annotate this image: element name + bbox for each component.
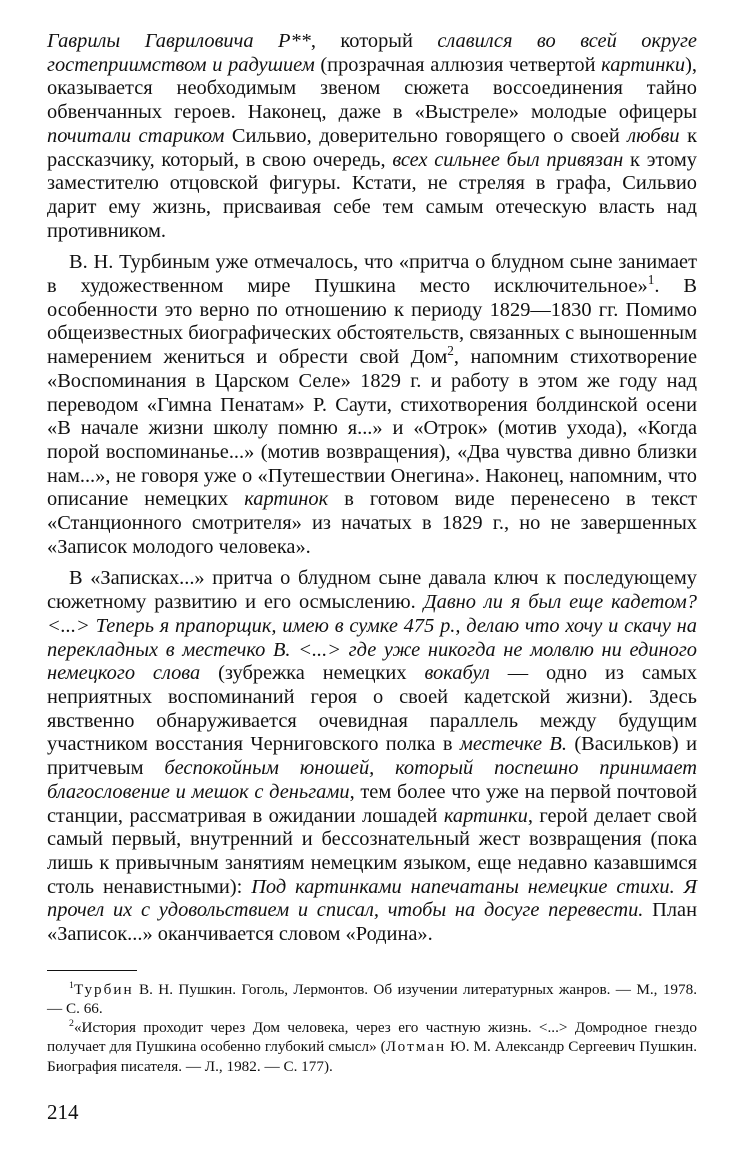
text-run: (прозрачная аллюзия четвертой	[314, 53, 602, 76]
italic-text: Давно ли я был еще кадетом? <...> Теперь я прапорщик, имею в сумке 475 р., делаю что хочу и скачу на перекладных в местечко В. <...> где уже никогда не молвлю ни единого немецкого слова	[47, 591, 698, 685]
text-run: Сильвио, доверительно говорящего о своей	[224, 124, 628, 147]
text-run: Турбин	[73, 980, 134, 998]
italic-text: картинки	[601, 53, 686, 76]
text-run: Ю. М. Александр Сергеевич Пушкин. Биография писателя. — Л., 1982. — С. 177).	[47, 1038, 697, 1075]
italic-text: славился во всей округе гостеприимством и радушием	[47, 30, 697, 76]
paragraph-3	[47, 567, 697, 946]
footnote-2	[47, 1018, 697, 1076]
text-run: — одно из самых неприятных воспоминаний героя о своей кадетской жизни). Здесь явственно обнаруживается очевидная параллель между будущим участником восстания Черниговского полка в	[47, 662, 697, 756]
footnote-ref: 2	[447, 343, 454, 359]
footnote-1	[47, 980, 697, 1018]
italic-text: вокабул	[424, 662, 490, 685]
italic-text: местечке В.	[459, 733, 567, 756]
italic-text: картинок	[244, 488, 329, 511]
text-run: , напомним стихотворение «Воспоминания в Царском Селе» 1829 г. и работу в этом же году над переводом «Гимна Пенатам» Р. Саути, стихотворения болдинской осени «В начале жизни школу помню я...» и «Отрок» (мотив ухода), «Когда порой воспоминанье...» (мотив возвращения), «Два чувства дивно близки нам...», не говоря уже о «Путешествии Онегина». Наконец, напомним, что описание немецких	[47, 346, 697, 511]
italic-text: картинки	[443, 804, 528, 827]
italic-text: Гаврилы Гавриловича Р**	[47, 30, 311, 52]
text-run: в готовом виде перенесено в текст «Станционного смотрителя» из начатых в 1829 г., но не завершенных «Записок молодого человека».	[47, 488, 697, 558]
footnote-ref: 1	[69, 979, 74, 991]
paragraph-1	[47, 30, 697, 243]
italic-text: беспокойным юношей, который поспешно принимает благословение и мешок с деньгами	[47, 757, 697, 803]
text-run: , герой делает свой самый первый, внутренний и бессознательный жест возвращения (пока лишь к привычным занятиям немецким языком, еще недавно казавшимся столь ненавистными):	[47, 804, 697, 898]
text-run: План «Записок...» оканчивается словом «Родина».	[47, 899, 697, 946]
text-run: ), оказывается необходимым звеном сюжета воссоединения тайно обвенчанных героев. Наконец, даже в «Выстреле» молодые офицеры	[47, 53, 697, 124]
text-run: к рассказчику, который, в свою очередь,	[47, 124, 697, 171]
italic-text: всех сильнее был привязан	[392, 148, 624, 171]
paragraph-2	[47, 251, 697, 559]
text-run: В «Записках...» притча о блудном сыне давала ключ к последующему сюжетному развитию и его осмыслению.	[47, 567, 697, 614]
text-run: (Васильков) и притчевым	[47, 733, 697, 780]
text-run: (зубрежка немецких	[200, 662, 425, 685]
text-run: Лотман	[385, 1038, 447, 1056]
page-body	[47, 30, 697, 1076]
italic-text: Под картинками напечатаны немецкие стихи. Я прочел их с удовольствием и списал, чтобы на досуге перевести.	[47, 875, 697, 922]
text-run: , который	[310, 30, 438, 52]
text-run: В. Н. Турбиным уже отмечалось, что «притча о блудном сыне занимает в художественном мире Пушкина место исключительное»	[47, 251, 697, 298]
italic-text: любви	[627, 124, 680, 147]
text-run: , тем более что уже на первой почтовой станции, рассматривая в ожидании лошадей	[47, 780, 697, 827]
text-run: В. Н. Пушкин. Гоголь, Лермонтов. Об изучении литературных жанров. — М., 1978. — С. 66.	[47, 980, 697, 1017]
text-run: к этому заместителю отцовской фигуры. Кстати, не стреляя в графа, Сильвио дарит ему жизнь, присваивая себе тем самым отеческую власть над противником.	[47, 148, 697, 242]
text-run: «История проходит через Дом человека, через его частную жизнь. <...> Домродное гнездо получает для Пушкина особенно глубокий смысл» (	[47, 1019, 697, 1056]
footnote-divider	[47, 970, 137, 971]
page-number: 214	[47, 1100, 79, 1124]
footnote-ref: 2	[69, 1018, 74, 1030]
text-run: . В особенности это верно по отношению к периоду 1829—1830 гг. Помимо общеизвестных биографических обстоятельств, связанных с выношенным намерением жениться и обрести свой Дом	[47, 275, 697, 369]
footnote-ref: 1	[647, 272, 655, 288]
italic-text: почитали стариком	[47, 124, 225, 147]
